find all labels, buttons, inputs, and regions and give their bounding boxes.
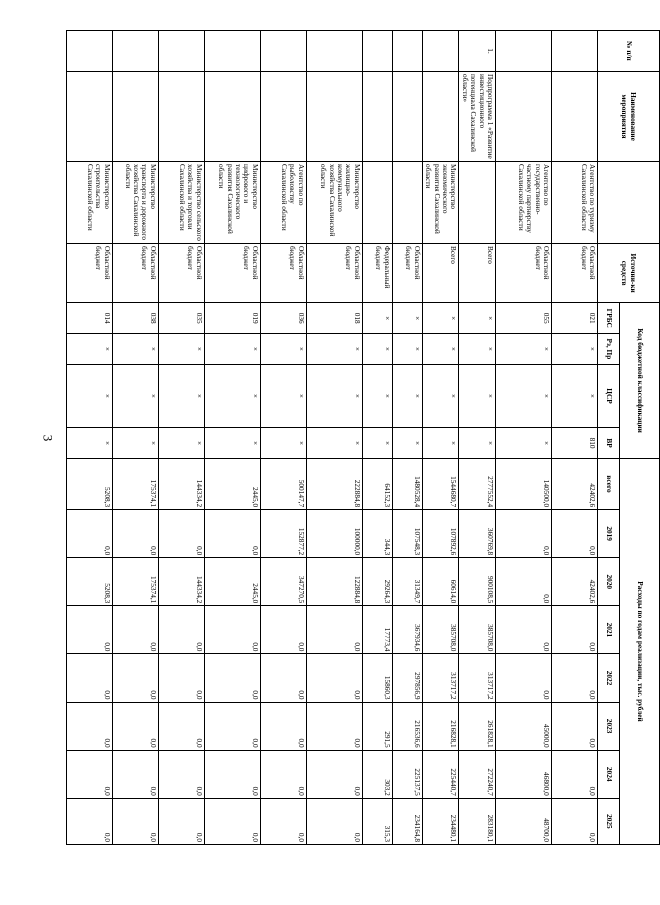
value-2022: 0,0 xyxy=(112,654,158,702)
total-value: 144334,2 xyxy=(158,458,204,509)
table-row xyxy=(158,31,204,845)
value-2020: 900108,5 xyxy=(459,558,496,606)
value-2019: 107892,6 xyxy=(422,510,459,558)
funding-source: Всего xyxy=(459,243,496,302)
value-2020: 0,0 xyxy=(496,558,552,606)
header-name: Наименование мероприятия xyxy=(598,71,660,161)
vr-code: × xyxy=(158,428,204,459)
total-value: 2777552,4 xyxy=(459,458,496,509)
rzpr-code: × xyxy=(392,334,422,365)
value-2025: 234480,1 xyxy=(422,798,459,844)
funding-source: Областной бюджет xyxy=(66,243,112,302)
header-responsible xyxy=(598,162,660,244)
value-2024: 303,2 xyxy=(362,750,392,798)
value-2024: 0,0 xyxy=(158,750,204,798)
responsible: Министерство сельского хозяйства и торговли Сахалинской области xyxy=(158,162,204,244)
grbs-code: 019 xyxy=(204,303,260,334)
header-2023: 2023 xyxy=(598,702,620,750)
value-2021: 0,0 xyxy=(204,606,260,654)
csr-code: × xyxy=(362,364,392,427)
measure-name xyxy=(66,71,112,161)
table-row xyxy=(112,31,158,845)
value-2021: 0,0 xyxy=(306,606,362,654)
value-2023: 0,0 xyxy=(204,702,260,750)
measure-name xyxy=(496,71,552,161)
page-number: 3 xyxy=(40,434,56,442)
grbs-code: 014 xyxy=(66,303,112,334)
value-2023: 0,0 xyxy=(66,702,112,750)
row-number xyxy=(260,31,306,72)
value-2025: 0,0 xyxy=(158,798,204,844)
csr-code: × xyxy=(422,364,459,427)
measure-name xyxy=(204,71,260,161)
value-2023: 216536,6 xyxy=(392,702,422,750)
value-2020: 60614,0 xyxy=(422,558,459,606)
measure-name xyxy=(260,71,306,161)
grbs-code: 021 xyxy=(552,303,598,334)
csr-code: × xyxy=(112,364,158,427)
value-2022: 313717,2 xyxy=(459,654,496,702)
responsible: Министерство жилищно-коммунального хозяйства Сахалинской области xyxy=(306,162,362,244)
value-2022: 0,0 xyxy=(204,654,260,702)
value-2021: 367934,6 xyxy=(392,606,422,654)
vr-code: × xyxy=(260,428,306,459)
value-2025: 0,0 xyxy=(552,798,598,844)
csr-code: × xyxy=(260,364,306,427)
value-2021: 17773,4 xyxy=(362,606,392,654)
grbs-code: 036 xyxy=(260,303,306,334)
value-2019: 0,0 xyxy=(496,510,552,558)
rzpr-code: × xyxy=(112,334,158,365)
value-2020: 175374,1 xyxy=(112,558,158,606)
table-row xyxy=(204,31,260,845)
header-code-group: Код бюджетной классификации xyxy=(620,303,660,459)
csr-code: × xyxy=(459,364,496,427)
grbs-code: × xyxy=(459,303,496,334)
value-2023: 0,0 xyxy=(552,702,598,750)
vr-code: × xyxy=(422,428,459,459)
row-number xyxy=(552,31,598,72)
table-row xyxy=(392,31,422,845)
responsible: Агентство по рыболовству Сахалинской области xyxy=(260,162,306,244)
value-2022: 0,0 xyxy=(66,654,112,702)
funding-source: Областной бюджет xyxy=(392,243,422,302)
rzpr-code: × xyxy=(158,334,204,365)
grbs-code: × xyxy=(362,303,392,334)
vr-code: × xyxy=(459,428,496,459)
row-number: 1. xyxy=(459,31,496,72)
responsible: Министерство транспорта и дорожного хозяйства Сахалинской области xyxy=(112,162,158,244)
header-vr: ВР xyxy=(598,428,620,459)
row-number xyxy=(112,31,158,72)
value-2023: 291,5 xyxy=(362,702,392,750)
table-row xyxy=(362,31,392,845)
vr-code: × xyxy=(306,428,362,459)
value-2022: 0,0 xyxy=(496,654,552,702)
row-number xyxy=(362,31,392,72)
value-2020: 2445,0 xyxy=(204,558,260,606)
value-2025: 0,0 xyxy=(306,798,362,844)
csr-code: × xyxy=(552,364,598,427)
value-2019: 107548,3 xyxy=(392,510,422,558)
value-2020: 122884,8 xyxy=(306,558,362,606)
table-row xyxy=(66,31,112,845)
funding-source: Областной бюджет xyxy=(112,243,158,302)
rzpr-code: × xyxy=(459,334,496,365)
header-2024: 2024 xyxy=(598,750,620,798)
measure-name xyxy=(306,71,362,161)
csr-code: × xyxy=(158,364,204,427)
value-2025: 283180,1 xyxy=(459,798,496,844)
csr-code: × xyxy=(204,364,260,427)
measure-name xyxy=(552,71,598,161)
value-2023: 216828,1 xyxy=(422,702,459,750)
responsible: Министерство экономического развития Сахалинской области xyxy=(422,162,459,244)
table-row xyxy=(496,31,552,845)
vr-code: 810 xyxy=(552,428,598,459)
value-2024: 0,0 xyxy=(260,750,306,798)
funding-source: Федеральный бюджет xyxy=(362,243,392,302)
total-value: 140500,0 xyxy=(496,458,552,509)
csr-code: × xyxy=(306,364,362,427)
total-value: 175374,1 xyxy=(112,458,158,509)
header-csr: ЦСР xyxy=(598,364,620,427)
value-2021: 0,0 xyxy=(158,606,204,654)
header-grbs: ГРБС xyxy=(598,303,620,334)
value-2020: 347270,5 xyxy=(260,558,306,606)
value-2023: 0,0 xyxy=(158,702,204,750)
measure-name xyxy=(112,71,158,161)
value-2021: 0,0 xyxy=(552,606,598,654)
value-2024: 0,0 xyxy=(66,750,112,798)
value-2024: 225440,7 xyxy=(422,750,459,798)
value-2019: 0,0 xyxy=(204,510,260,558)
responsible xyxy=(459,162,496,244)
vr-code: × xyxy=(204,428,260,459)
responsible: Агентство по государственно-частному партнерству Сахалинской области xyxy=(496,162,552,244)
value-2019: 0,0 xyxy=(158,510,204,558)
table-row xyxy=(306,31,362,845)
value-2019: 0,0 xyxy=(66,510,112,558)
value-2023: 261828,1 xyxy=(459,702,496,750)
row-number xyxy=(204,31,260,72)
csr-code: × xyxy=(496,364,552,427)
responsible: Министерство строительства Сахалинской области xyxy=(66,162,112,244)
rzpr-code: × xyxy=(66,334,112,365)
table-row xyxy=(260,31,306,845)
rzpr-code: × xyxy=(204,334,260,365)
table-row xyxy=(552,31,598,845)
budget-table xyxy=(66,30,660,845)
table-row xyxy=(459,31,496,845)
value-2021: 0,0 xyxy=(66,606,112,654)
rzpr-code: × xyxy=(422,334,459,365)
value-2025: 315,3 xyxy=(362,798,392,844)
measure-name xyxy=(362,71,392,161)
value-2023: 0,0 xyxy=(112,702,158,750)
value-2022: 0,0 xyxy=(552,654,598,702)
measure-name xyxy=(392,71,422,161)
value-2020: 144334,2 xyxy=(158,558,204,606)
value-2024: 0,0 xyxy=(306,750,362,798)
rzpr-code: × xyxy=(306,334,362,365)
total-value: 1544680,7 xyxy=(422,458,459,509)
value-2020: 5208,3 xyxy=(66,558,112,606)
value-2021: 0,0 xyxy=(260,606,306,654)
header-2021: 2021 xyxy=(598,606,620,654)
header-source: Источни-ки средств xyxy=(598,243,660,302)
value-2025: 0,0 xyxy=(204,798,260,844)
vr-code: × xyxy=(496,428,552,459)
value-2024: 225137,5 xyxy=(392,750,422,798)
vr-code: × xyxy=(112,428,158,459)
value-2020: 31349,7 xyxy=(392,558,422,606)
value-2022: 15860,3 xyxy=(362,654,392,702)
value-2020: 42402,6 xyxy=(552,558,598,606)
header-row-1 xyxy=(620,31,660,845)
value-2020: 29264,3 xyxy=(362,558,392,606)
row-number xyxy=(306,31,362,72)
csr-code: × xyxy=(66,364,112,427)
value-2019: 0,0 xyxy=(552,510,598,558)
funding-source: Областной бюджет xyxy=(158,243,204,302)
header-2022: 2022 xyxy=(598,654,620,702)
total-value: 500147,7 xyxy=(260,458,306,509)
header-2019: 2019 xyxy=(598,510,620,558)
value-2019: 152877,2 xyxy=(260,510,306,558)
csr-code: × xyxy=(392,364,422,427)
vr-code: × xyxy=(66,428,112,459)
row-number xyxy=(422,31,459,72)
total-value: 222884,8 xyxy=(306,458,362,509)
value-2019: 360769,8 xyxy=(459,510,496,558)
value-2019: 0,0 xyxy=(112,510,158,558)
rzpr-code: × xyxy=(552,334,598,365)
grbs-code: 018 xyxy=(306,303,362,334)
value-2019: 100000,0 xyxy=(306,510,362,558)
rzpr-code: × xyxy=(496,334,552,365)
value-2023: 45000,0 xyxy=(496,702,552,750)
value-2025: 0,0 xyxy=(66,798,112,844)
responsible xyxy=(392,162,422,244)
value-2021: 0,0 xyxy=(496,606,552,654)
vr-code: × xyxy=(362,428,392,459)
header-2020: 2020 xyxy=(598,558,620,606)
value-2025: 0,0 xyxy=(112,798,158,844)
responsible xyxy=(362,162,392,244)
value-2023: 0,0 xyxy=(260,702,306,750)
rzpr-code: × xyxy=(362,334,392,365)
row-number xyxy=(66,31,112,72)
grbs-code: 035 xyxy=(158,303,204,334)
funding-source: Областной бюджет xyxy=(204,243,260,302)
funding-source: Областной бюджет xyxy=(552,243,598,302)
value-2025: 48700,0 xyxy=(496,798,552,844)
measure-name xyxy=(158,71,204,161)
row-number xyxy=(158,31,204,72)
grbs-code: × xyxy=(392,303,422,334)
grbs-code: × xyxy=(422,303,459,334)
value-2022: 297856,9 xyxy=(392,654,422,702)
table-row xyxy=(422,31,459,845)
value-2024: 0,0 xyxy=(552,750,598,798)
header-total: всего xyxy=(598,458,620,509)
value-2025: 234164,8 xyxy=(392,798,422,844)
total-value: 1480528,4 xyxy=(392,458,422,509)
value-2021: 0,0 xyxy=(112,606,158,654)
rotated-table-frame xyxy=(80,30,660,845)
value-2022: 313717,2 xyxy=(422,654,459,702)
responsible: Министерство цифрового и технологического развития Сахалинской области xyxy=(204,162,260,244)
total-value: 2445,0 xyxy=(204,458,260,509)
total-value: 64152,3 xyxy=(362,458,392,509)
row-number xyxy=(496,31,552,72)
value-2022: 0,0 xyxy=(306,654,362,702)
header-expenses-group: Расходы по годам реализации, тыс. рублей xyxy=(620,458,660,844)
measure-name: Подпрограмма 1 «Развитие инвестиционного потенциала Сахалинской области» xyxy=(459,71,496,161)
rzpr-code: × xyxy=(260,334,306,365)
header-no: № п/п xyxy=(598,31,660,72)
value-2024: 272240,7 xyxy=(459,750,496,798)
row-number xyxy=(392,31,422,72)
header-2025: 2025 xyxy=(598,798,620,844)
value-2025: 0,0 xyxy=(260,798,306,844)
value-2022: 0,0 xyxy=(260,654,306,702)
responsible: Агентство по туризму Сахалинской области xyxy=(552,162,598,244)
total-value: 42402,6 xyxy=(552,458,598,509)
grbs-code: 038 xyxy=(112,303,158,334)
funding-source: Областной бюджет xyxy=(496,243,552,302)
value-2022: 0,0 xyxy=(158,654,204,702)
funding-source: Областной бюджет xyxy=(306,243,362,302)
value-2021: 385708,0 xyxy=(459,606,496,654)
total-value: 5208,3 xyxy=(66,458,112,509)
measure-name xyxy=(422,71,459,161)
value-2023: 0,0 xyxy=(306,702,362,750)
funding-source: Всего xyxy=(422,243,459,302)
grbs-code: 055 xyxy=(496,303,552,334)
value-2024: 0,0 xyxy=(112,750,158,798)
value-2024: 0,0 xyxy=(204,750,260,798)
header-rzpr: Рз, Пр xyxy=(598,334,620,365)
value-2024: 46800,0 xyxy=(496,750,552,798)
value-2019: 344,3 xyxy=(362,510,392,558)
value-2021: 385708,0 xyxy=(422,606,459,654)
funding-source: Областной бюджет xyxy=(260,243,306,302)
vr-code: × xyxy=(392,428,422,459)
